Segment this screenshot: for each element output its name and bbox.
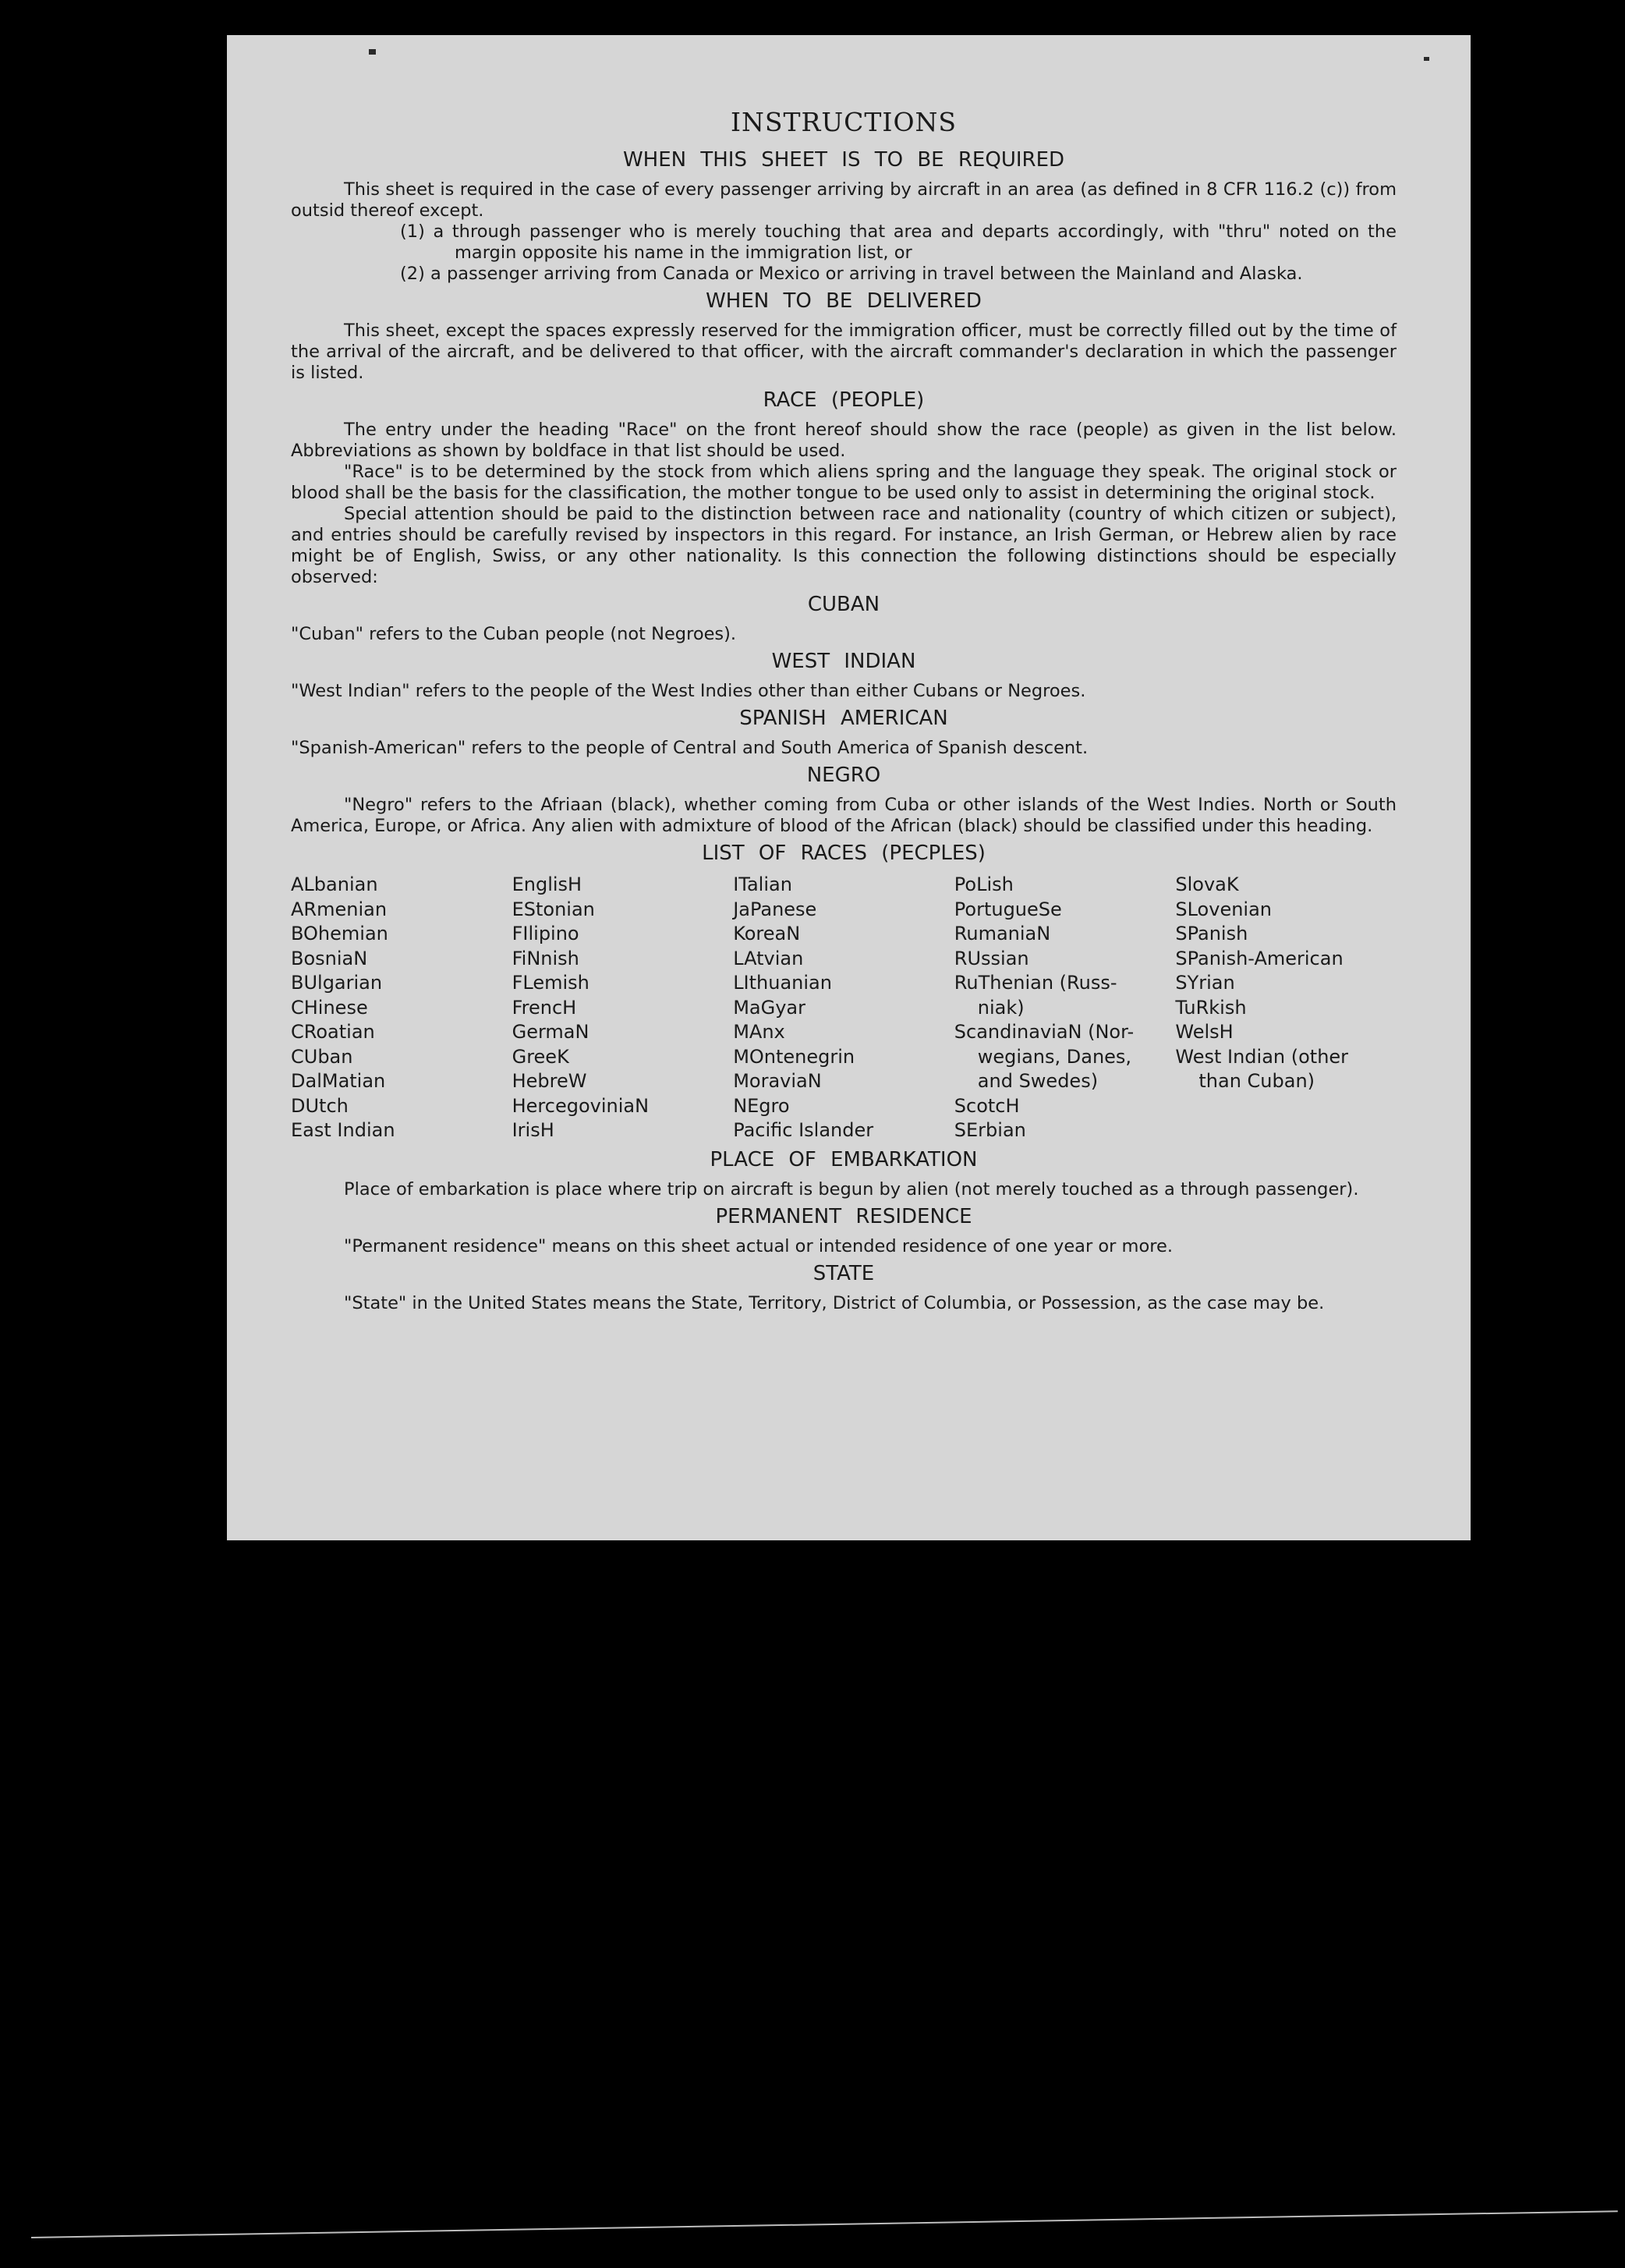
- race-entry: BOhemian: [291, 923, 388, 944]
- race-entry: FrencH: [512, 996, 577, 1019]
- race-entry: SErbian: [954, 1119, 1026, 1141]
- race-entry: ScandinaviaN (Nor-: [954, 1021, 1135, 1043]
- race-entry: CHinese: [291, 996, 368, 1019]
- required-intro: This sheet is required in the case of every passenger arriving by aircraft in an area (as defined in 8 CFR 116.2 (c)) from outsid thereof except.: [291, 179, 1397, 221]
- race-entry: FIlipino: [512, 923, 579, 944]
- races-column: [291, 873, 512, 1143]
- race-entry: EnglisH: [512, 874, 582, 895]
- race-entry: East Indian: [291, 1119, 395, 1141]
- page-title: INSTRUCTIONS: [730, 107, 958, 137]
- race-entry: KoreaN: [733, 923, 801, 944]
- heading-west-indian: WEST INDIAN: [771, 650, 916, 673]
- race-entry: NEgro: [733, 1094, 790, 1117]
- negro-text: "Negro" refers to the Afriaan (black), whether coming from Cuba or other islands of the West Indies. North or South America, Europe, or Africa. Any alien with admixture of blood of the African (black) should be classified under this heading.: [291, 795, 1397, 836]
- race-entry: GermaN: [512, 1021, 589, 1043]
- race-entry: DUtch: [291, 1094, 349, 1117]
- embarkation-text: Place of embarkation is place where trip on aircraft is begun by alien (not merely touched as a through passenger).: [344, 1178, 1359, 1200]
- heading-when-required: WHEN THIS SHEET IS TO BE REQUIRED: [622, 148, 1065, 172]
- race-entry: GreeK: [512, 1045, 569, 1068]
- race-entry: wegians, Danes,: [977, 1045, 1132, 1068]
- race-entry: SPanish-American: [1175, 947, 1344, 969]
- race-entry: IrisH: [512, 1119, 554, 1141]
- heading-cuban: CUBAN: [807, 593, 880, 616]
- race-entry: MoraviaN: [733, 1070, 822, 1092]
- west-indian-text: "West Indian" refers to the people of the West Indies other than either Cubans or Negroes.: [291, 681, 1086, 701]
- race-entry: West Indian (other: [1175, 1045, 1349, 1068]
- race-entry: ScotcH: [954, 1094, 1020, 1117]
- race-entry: SYrian: [1175, 972, 1235, 994]
- heading-list-of-races: LIST OF RACES (PECPLES): [702, 842, 986, 865]
- heading-permanent-residence: PERMANENT RESIDENCE: [715, 1204, 972, 1228]
- race-entry: JaPanese: [733, 898, 817, 920]
- race-entry: RumaniaN: [954, 923, 1051, 944]
- race-entry: CUban: [291, 1045, 353, 1068]
- instruction-sheet: [227, 35, 1471, 1540]
- race-entry: RUssian: [954, 947, 1029, 969]
- race-entry: HercegoviniaN: [512, 1094, 650, 1117]
- race-entry: than Cuban): [1198, 1070, 1315, 1092]
- races-list: [291, 873, 1397, 1143]
- ink-speck: [1424, 57, 1429, 61]
- races-column: [512, 873, 734, 1143]
- heading-negro: NEGRO: [806, 764, 881, 787]
- race-entry: WelsH: [1175, 1021, 1234, 1043]
- race-entry: niak): [977, 996, 1025, 1019]
- spanish-american-text: "Spanish-American" refers to the people of Central and South America of Spanish descent.: [291, 738, 1089, 758]
- race-entry: MaGyar: [733, 996, 805, 1019]
- race-entry: SlovaK: [1175, 874, 1239, 895]
- heading-spanish-american: SPANISH AMERICAN: [739, 707, 948, 730]
- race-entry: LIthuanian: [733, 972, 832, 994]
- race-entry: BosniaN: [291, 947, 368, 969]
- state-text: "State" in the United States means the State, Territory, District of Columbia, or Possession, as the case may be.: [344, 1292, 1325, 1313]
- races-column: [733, 873, 954, 1143]
- ink-speck: [369, 49, 376, 55]
- race-entry: SLovenian: [1175, 898, 1273, 920]
- race-paragraph-3: Special attention should be paid to the distinction between race and nationality (country of which citizen or subject), and entries should be carefully revised by inspectors in this regard. For instance, an Irish German, or Hebrew alien by race might be of English, Swiss, or any other nationality. Is this connection the following distinctions should be especially observed:: [291, 504, 1397, 587]
- race-entry: PoLish: [954, 874, 1014, 895]
- race-entry: HebreW: [512, 1070, 587, 1092]
- race-entry: and Swedes): [977, 1070, 1099, 1092]
- race-entry: RuThenian (Russ-: [954, 972, 1117, 994]
- delivered-text: This sheet, except the spaces expressly reserved for the immigration officer, must be correctly filled out by the time of the arrival of the aircraft, and be delivered to that officer, with the aircraft commander's declaration in which the passenger is listed.: [291, 321, 1397, 383]
- race-entry: SPanish: [1175, 923, 1248, 944]
- race-entry: MOntenegrin: [733, 1045, 855, 1068]
- race-entry: DalMatian: [291, 1070, 386, 1092]
- heading-state: STATE: [812, 1261, 875, 1285]
- race-entry: BUlgarian: [291, 972, 383, 994]
- races-column: [1175, 873, 1397, 1143]
- race-paragraph-2: "Race" is to be determined by the stock from which aliens spring and the language they speak. The original stock or blood shall be the basis for the classification, the mother tongue to be used only to assist in determining the original stock.: [291, 462, 1397, 503]
- exception-item-1: (1) a through passenger who is merely touching that area and departs accordingly, with "thru" noted on the margin opposite his name in the immigration list, or: [400, 221, 1397, 263]
- race-paragraph-1: The entry under the heading "Race" on the front hereof should show the race (people) as given in the list below. Abbreviations as shown by boldface in that list should be used.: [291, 420, 1397, 461]
- race-entry: LAtvian: [733, 947, 804, 969]
- race-entry: FiNnish: [512, 947, 579, 969]
- scan-border-line: [31, 2210, 1618, 2238]
- race-entry: FLemish: [512, 972, 589, 994]
- race-entry: CRoatian: [291, 1021, 375, 1043]
- race-entry: PortugueSe: [954, 898, 1062, 920]
- exception-item-2: (2) a passenger arriving from Canada or Mexico or arriving in travel between the Mainland and Alaska.: [400, 264, 1303, 284]
- heading-race: RACE (PEOPLE): [763, 388, 925, 412]
- races-column: [954, 873, 1176, 1143]
- heading-embarkation: PLACE OF EMBARKATION: [710, 1147, 978, 1171]
- heading-when-delivered: WHEN TO BE DELIVERED: [706, 289, 982, 313]
- race-entry: EStonian: [512, 898, 595, 920]
- race-entry: ITalian: [733, 874, 792, 895]
- race-entry: TuRkish: [1175, 996, 1247, 1019]
- race-entry: Pacific Islander: [733, 1119, 874, 1141]
- race-entry: ARmenian: [291, 898, 388, 920]
- cuban-text: "Cuban" refers to the Cuban people (not Negroes).: [291, 624, 737, 644]
- residence-text: "Permanent residence" means on this sheet actual or intended residence of one year or more.: [344, 1235, 1173, 1256]
- race-entry: MAnx: [733, 1021, 785, 1043]
- race-entry: ALbanian: [291, 874, 378, 895]
